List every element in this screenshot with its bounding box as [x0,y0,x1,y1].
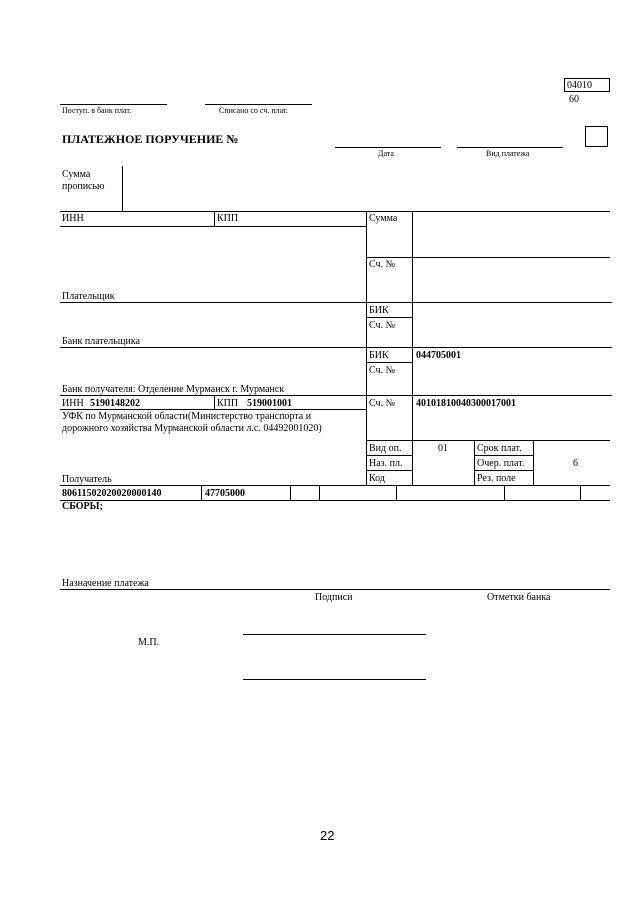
row-line-naz [366,455,412,456]
debited-line [205,104,312,105]
payment-type-line [457,147,563,148]
kbk-value: 80611502020020000140 [62,488,162,499]
received-line [60,104,167,105]
form-code: 04010 [567,80,592,91]
col-line-label-left [366,211,367,485]
recipient-kpp-value: 519001001 [247,398,292,409]
col-line-recipient-kpp [214,395,215,409]
ocher-value: 6 [573,458,578,469]
row-line-tax-bottom [60,500,610,501]
recipient-inn-value: 5190148202 [90,398,140,409]
vid-op-value: 01 [438,443,448,454]
row-line-vid [366,440,610,441]
payer-account-label: Сч. № [369,259,396,270]
row-line-ocher [474,455,533,456]
recipient-kpp-label: КПП [217,398,239,409]
recipient-bik-label: БИК [369,350,389,361]
col-line-label-right [412,211,413,485]
tax-col-1 [201,485,202,500]
col-line-srok-left [474,440,475,485]
kod-label: Код [369,473,385,484]
document-title: ПЛАТЕЖНОЕ ПОРУЧЕНИЕ № [62,132,239,146]
row-line-inn-bottom [60,226,366,227]
row-line-bik2 [366,362,412,363]
vid-op-label: Вид оп. [369,443,402,454]
signature-line-1 [243,634,426,635]
amount-words-divider [122,166,123,211]
row-line-payer [60,302,612,303]
payer-bank-account-label: Сч. № [369,320,396,331]
received-label: Поступ. в банк плат. [62,106,132,115]
date-line [335,147,441,148]
row-line-bik [366,317,412,318]
row-line-account [366,257,610,258]
oktmo-value: 47705000 [205,488,245,499]
payer-bank-label: Банк плательщика [62,336,140,347]
stamp-label: М.П. [138,637,160,648]
payer-kpp-label: КПП [217,213,239,224]
col-line-srok-right [533,440,534,485]
ocher-label: Очер. плат. [477,458,525,469]
payer-bik-label: БИК [369,305,389,316]
status-box [585,126,608,147]
rez-label: Рез. поле [477,473,516,484]
date-label: Дата [378,149,394,158]
fees-label: СБОРЫ; [62,501,103,512]
tax-col-3 [319,485,320,500]
row-line-rez [474,470,533,471]
recipient-bank-label: Банк получателя: Отделение Мурманск г. Мурманск [62,384,285,395]
purpose-line [60,589,610,590]
signatures-label: Подписи [315,592,353,603]
tax-col-2 [290,485,291,500]
recipient-account-value: 40101810040300017001 [416,398,516,409]
debited-label: Списано со сч. плат. [219,106,288,115]
tax-col-6 [580,485,581,500]
row-line-recipient [60,485,610,486]
signature-line-2 [243,679,426,680]
srok-label: Срок плат. [477,443,522,454]
col-line-kpp [214,211,215,226]
naz-label: Наз. пл. [369,458,403,469]
recipient-name-line1: УФК по Мурманской области(Министерство транспорта и [62,411,312,422]
recipient-account-label: Сч. № [369,398,396,409]
row-line-recipient-bank [60,395,612,396]
amount-label: Сумма [369,213,398,224]
row-line-inn [60,211,610,212]
row-line-payer-bank [60,347,612,348]
row-line-kod [366,470,412,471]
page-number: 22 [320,828,335,843]
bank-marks-label: Отметки банка [487,592,551,603]
recipient-label: Получатель [62,474,112,485]
payer-label: Плательщик [62,291,115,302]
tax-col-4 [396,485,397,500]
tax-col-5 [504,485,505,500]
purpose-label: Назначение платежа [62,578,149,589]
payer-inn-label: ИНН [62,213,84,224]
row-line-recipient-inn [60,409,366,410]
recipient-bik-value: 044705001 [416,350,461,361]
payment-type-label: Вид платежа [486,149,530,158]
recipient-bank-account-label: Сч. № [369,365,396,376]
form-code-suffix: 60 [569,94,579,105]
amount-words-label-2: прописью [62,181,105,192]
recipient-name-line2: дорожного хозяйства Мурманской области л.с. 04492001020) [62,423,322,434]
recipient-inn-label: ИНН [62,398,84,409]
amount-words-label-1: Сумма [62,169,91,180]
